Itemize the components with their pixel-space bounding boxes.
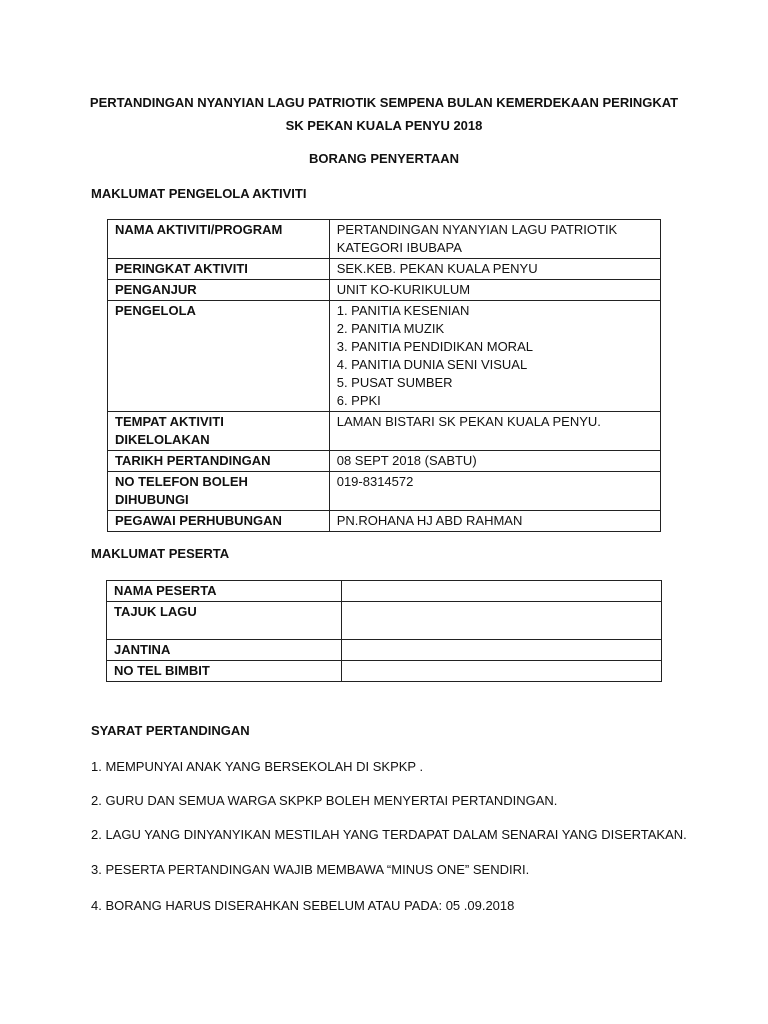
rule-item: 2. GURU DAN SEMUA WARGA SKPKP BOLEH MENYERTAI PERTANDINGAN. (91, 793, 558, 808)
row-label: PERINGKAT AKTIVITI (108, 259, 330, 280)
organizer-info-table (107, 219, 661, 532)
table-row (108, 280, 661, 301)
table-row (107, 661, 662, 682)
table-row (108, 412, 661, 451)
table-row (108, 472, 661, 511)
table-row (108, 259, 661, 280)
title-line-1: PERTANDINGAN NYANYIAN LAGU PATRIOTIK SEMPENA BULAN KEMERDEKAAN PERINGKAT (89, 95, 679, 110)
value-line: 4. PANITIA DUNIA SENI VISUAL (336, 357, 528, 372)
rule-item: 1. MEMPUNYAI ANAK YANG BERSEKOLAH DI SKPKP . (91, 759, 424, 774)
title-line-2: SK PEKAN KUALA PENYU 2018 (285, 118, 483, 133)
row-value: SEK.KEB. PEKAN KUALA PENYU (329, 259, 660, 280)
table-row (108, 220, 661, 259)
rule-item: 2. LAGU YANG DINYANYIKAN MESTILAH YANG TERDAPAT DALAM SENARAI YANG DISERTAKAN. (91, 827, 687, 842)
row-label: PENGANJUR (108, 280, 330, 301)
value-line: PERTANDINGAN NYANYIAN LAGU PATRIOTIK (336, 222, 618, 237)
value-line: 6. PPKI (336, 393, 381, 408)
table-row (108, 511, 661, 532)
row-label: NAMA PESERTA (107, 581, 342, 602)
row-value: 08 SEPT 2018 (SABTU) (329, 451, 660, 472)
value-line: 5. PUSAT SUMBER (336, 375, 453, 390)
table-row (107, 640, 662, 661)
value-line: 1. PANITIA KESENIAN (336, 303, 470, 318)
row-value: PN.ROHANA HJ ABD RAHMAN (329, 511, 660, 532)
table-row (108, 301, 661, 412)
value-line: 3. PANITIA PENDIDIKAN MORAL (336, 339, 533, 354)
gender-field[interactable] (341, 640, 661, 661)
organizer-section-heading: MAKLUMAT PENGELOLA AKTIVITI (91, 186, 307, 201)
row-label: PEGAWAI PERHUBUNGAN (108, 511, 330, 532)
rule-item: 4. BORANG HARUS DISERAHKAN SEBELUM ATAU PADA: 05 .09.2018 (91, 898, 515, 913)
row-value (329, 301, 660, 412)
row-value (329, 220, 660, 259)
row-label: TAJUK LAGU (107, 602, 342, 640)
row-value: UNIT KO-KURIKULUM (329, 280, 660, 301)
row-label: JANTINA (107, 640, 342, 661)
mobile-phone-field[interactable] (341, 661, 661, 682)
rules-section-heading: SYARAT PERTANDINGAN (91, 723, 250, 738)
participant-section-heading: MAKLUMAT PESERTA (91, 546, 230, 561)
row-label: TARIKH PERTANDINGAN (108, 451, 330, 472)
participant-name-field[interactable] (341, 581, 661, 602)
row-label: PENGELOLA (108, 301, 330, 412)
row-label: TEMPAT AKTIVITI DIKELOLAKAN (108, 412, 330, 451)
value-line: 2. PANITIA MUZIK (336, 321, 445, 336)
rule-item: 3. PESERTA PERTANDINGAN WAJIB MEMBAWA “MINUS ONE” SENDIRI. (91, 862, 530, 877)
form-title: BORANG PENYERTAAN (309, 151, 459, 166)
row-value: LAMAN BISTARI SK PEKAN KUALA PENYU. (329, 412, 660, 451)
table-row (107, 602, 662, 640)
value-line: KATEGORI IBUBAPA (336, 240, 462, 255)
row-value: 019-8314572 (329, 472, 660, 511)
row-label: NAMA AKTIVITI/PROGRAM (108, 220, 330, 259)
participant-info-table (106, 580, 662, 682)
row-label: NO TEL BIMBIT (107, 661, 342, 682)
row-label: NO TELEFON BOLEH DIHUBUNGI (108, 472, 330, 511)
table-row (107, 581, 662, 602)
table-row (108, 451, 661, 472)
song-title-field[interactable] (341, 602, 661, 640)
